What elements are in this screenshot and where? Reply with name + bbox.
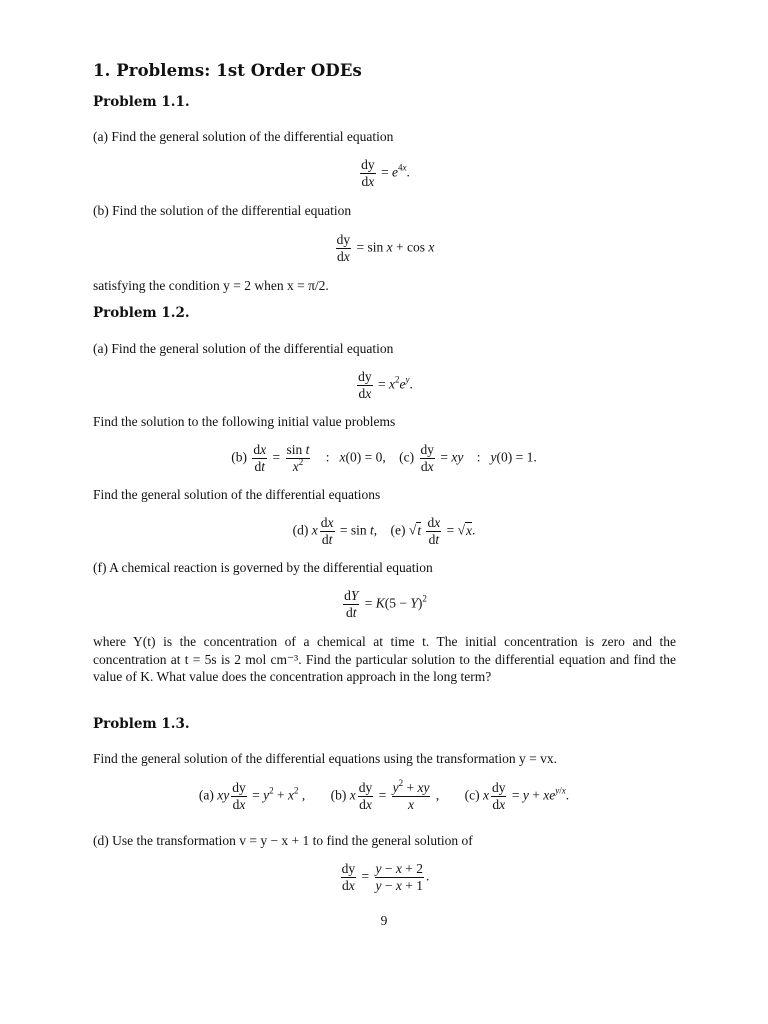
problem-1-2-a-text: (a) Find the general solution of the differential equation: [93, 341, 394, 356]
equation-1-1-b: $\frac{dy}{dx}$ = sin x + cos x: [336, 232, 435, 264]
equation-1-2-de: (d) x $\frac{dx}{dt}$ = sin t, (e) √t $\frac{dx}{dt}$ = √x.: [292, 515, 476, 547]
problem-1-3-heading: Problem 1.3.: [93, 716, 190, 732]
problem-1-2-general-text: Find the general solution of the differential equations: [93, 487, 381, 502]
problem-1-2-heading: Problem 1.2.: [93, 305, 190, 321]
equation-1-2-f: $\frac{dY}{dt}$ = $K(5 - Y)^2$: [344, 588, 427, 620]
problem-1-3-intro: Find the general solution of the differential equations using the transformation y = vx.: [93, 751, 558, 766]
equation-1-3-abc: (a) xy $\frac{dy}{dx}$ = $y^2 + x^2$ , (b) x $\frac{dy}{dx}$ = $\frac{y^2 + xy}{x}$ , (c) x $\frac{dy}{dx}$ = $y + xe^{y/x}$.: [198, 778, 570, 812]
equation-1-3-d: $\frac{dy}{dx}$ = $\frac{y - x + 2}{y - x + 1}$ .: [341, 861, 430, 893]
equation-1-1-a: $\frac{dy}{dx}$ = $e^{4x}$.: [361, 157, 410, 189]
problem-1-3-d-text: (d) Use the transformation v = y − x + 1 to find the general solution of: [93, 833, 473, 848]
equation-1-2-a: $\frac{dy}{dx}$ = $x^2e^y$.: [358, 369, 413, 401]
problem-1-2-f-body: where Y(t) is the concentration of a chemical at time t. The initial concentration is zero and the concentration at t = 5s is 2 mol cm⁻³. Find the particular solution to the differential equation and find the value of K. What value does the concentration approach in the long term?: [93, 634, 676, 684]
problem-1-1-b-text: (b) Find the solution of the differential equation: [93, 203, 352, 218]
problem-1-2-ivp-text: Find the solution to the following initial value problems: [93, 414, 396, 429]
problem-1-1-a-text: (a) Find the general solution of the differential equation: [93, 129, 394, 144]
problem-1-2-f-text: (f) A chemical reaction is governed by the differential equation: [93, 560, 433, 575]
problem-1-1-b-condition: satisfying the condition y = 2 when x = π/2.: [93, 278, 329, 293]
equation-1-2-bc: (b) $\frac{dx}{dt}$ = $\frac{\text{sin t}}{x^2}$ : x(0) = 0, (c) $\frac{dy}{dx}$ = xy : y(0) = 1.: [231, 442, 537, 474]
problem-1-1-heading: Problem 1.1.: [93, 94, 190, 110]
section-title: 1. Problems: 1st Order ODEs: [93, 61, 362, 80]
page-number: 9: [380, 913, 388, 928]
